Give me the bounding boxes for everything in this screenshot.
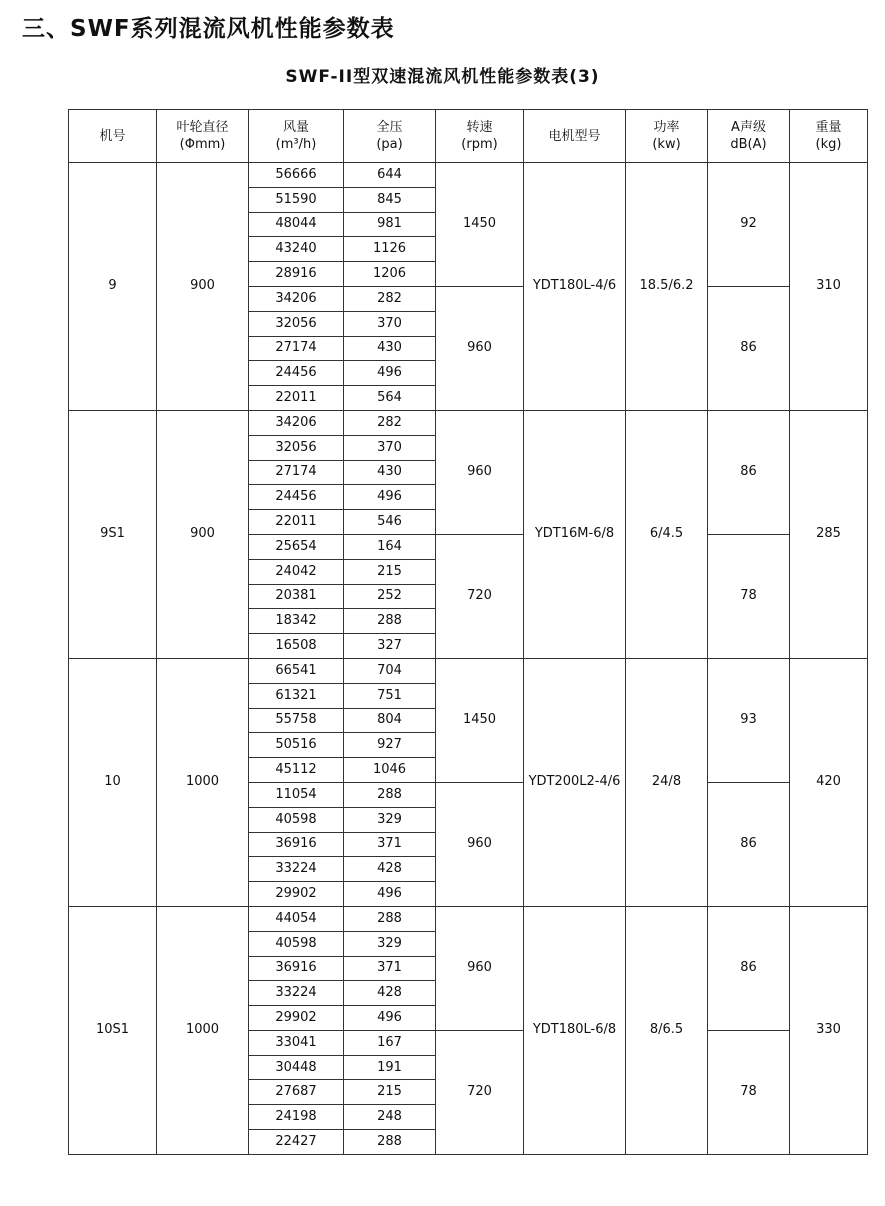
header-motor: 电机型号 bbox=[524, 110, 626, 163]
table-row bbox=[69, 658, 868, 683]
speed-cell: 1450 bbox=[436, 163, 524, 287]
weight-cell: 285 bbox=[790, 410, 868, 658]
pressure-cell: 167 bbox=[344, 1030, 436, 1055]
airflow-cell: 18342 bbox=[249, 609, 344, 634]
airflow-cell: 45112 bbox=[249, 758, 344, 783]
section-title: 三、SWF系列混流风机性能参数表 bbox=[22, 16, 395, 42]
speed-cell: 960 bbox=[436, 410, 524, 534]
pressure-cell: 215 bbox=[344, 1080, 436, 1105]
airflow-cell: 51590 bbox=[249, 187, 344, 212]
airflow-cell: 27687 bbox=[249, 1080, 344, 1105]
pressure-cell: 546 bbox=[344, 510, 436, 535]
airflow-cell: 34206 bbox=[249, 410, 344, 435]
pressure-cell: 496 bbox=[344, 1006, 436, 1031]
pressure-cell: 496 bbox=[344, 882, 436, 907]
motor-cell: YDT180L-4/6 bbox=[524, 163, 626, 411]
airflow-cell: 28916 bbox=[249, 262, 344, 287]
airflow-cell: 16508 bbox=[249, 634, 344, 659]
pressure-cell: 1126 bbox=[344, 237, 436, 262]
motor-cell: YDT180L-6/8 bbox=[524, 906, 626, 1154]
pressure-cell: 370 bbox=[344, 435, 436, 460]
header-model: 机号 bbox=[69, 110, 157, 163]
airflow-cell: 27174 bbox=[249, 460, 344, 485]
impeller-cell: 900 bbox=[157, 163, 249, 411]
airflow-cell: 44054 bbox=[249, 906, 344, 931]
table-row bbox=[69, 163, 868, 188]
pressure-cell: 327 bbox=[344, 634, 436, 659]
pressure-cell: 430 bbox=[344, 336, 436, 361]
weight-cell: 330 bbox=[790, 906, 868, 1154]
power-cell: 6/4.5 bbox=[626, 410, 708, 658]
noise-cell: 86 bbox=[708, 410, 790, 534]
model-cell: 10 bbox=[69, 658, 157, 906]
pressure-cell: 751 bbox=[344, 683, 436, 708]
performance-table bbox=[68, 109, 868, 1155]
pressure-cell: 215 bbox=[344, 559, 436, 584]
model-cell: 9 bbox=[69, 163, 157, 411]
table-body bbox=[69, 163, 868, 1155]
pressure-cell: 430 bbox=[344, 460, 436, 485]
noise-cell: 92 bbox=[708, 163, 790, 287]
header-noise: A声级 dB(A) bbox=[708, 110, 790, 163]
power-cell: 18.5/6.2 bbox=[626, 163, 708, 411]
power-cell: 24/8 bbox=[626, 658, 708, 906]
model-cell: 9S1 bbox=[69, 410, 157, 658]
pressure-cell: 329 bbox=[344, 807, 436, 832]
pressure-cell: 1206 bbox=[344, 262, 436, 287]
pressure-cell: 252 bbox=[344, 584, 436, 609]
airflow-cell: 66541 bbox=[249, 658, 344, 683]
speed-cell: 960 bbox=[436, 906, 524, 1030]
pressure-cell: 288 bbox=[344, 1130, 436, 1155]
noise-cell: 93 bbox=[708, 658, 790, 782]
airflow-cell: 11054 bbox=[249, 782, 344, 807]
header-impeller: 叶轮直径 (Φmm) bbox=[157, 110, 249, 163]
pressure-cell: 164 bbox=[344, 534, 436, 559]
pressure-cell: 282 bbox=[344, 286, 436, 311]
airflow-cell: 43240 bbox=[249, 237, 344, 262]
header-weight: 重量 (kg) bbox=[790, 110, 868, 163]
airflow-cell: 27174 bbox=[249, 336, 344, 361]
pressure-cell: 1046 bbox=[344, 758, 436, 783]
airflow-cell: 22427 bbox=[249, 1130, 344, 1155]
airflow-cell: 20381 bbox=[249, 584, 344, 609]
airflow-cell: 24042 bbox=[249, 559, 344, 584]
airflow-cell: 24456 bbox=[249, 485, 344, 510]
pressure-cell: 804 bbox=[344, 708, 436, 733]
speed-cell: 960 bbox=[436, 782, 524, 906]
airflow-cell: 25654 bbox=[249, 534, 344, 559]
airflow-cell: 32056 bbox=[249, 311, 344, 336]
header-power: 功率 (kw) bbox=[626, 110, 708, 163]
airflow-cell: 22011 bbox=[249, 386, 344, 411]
noise-cell: 86 bbox=[708, 286, 790, 410]
airflow-cell: 55758 bbox=[249, 708, 344, 733]
header-pressure: 全压 (pa) bbox=[344, 110, 436, 163]
airflow-cell: 24456 bbox=[249, 361, 344, 386]
pressure-cell: 845 bbox=[344, 187, 436, 212]
pressure-cell: 927 bbox=[344, 733, 436, 758]
pressure-cell: 981 bbox=[344, 212, 436, 237]
airflow-cell: 22011 bbox=[249, 510, 344, 535]
pressure-cell: 288 bbox=[344, 906, 436, 931]
weight-cell: 310 bbox=[790, 163, 868, 411]
table-title: SWF-II型双速混流风机性能参数表(3) bbox=[285, 67, 600, 87]
airflow-cell: 33041 bbox=[249, 1030, 344, 1055]
airflow-cell: 40598 bbox=[249, 931, 344, 956]
airflow-cell: 36916 bbox=[249, 956, 344, 981]
header-row bbox=[69, 110, 868, 163]
airflow-cell: 30448 bbox=[249, 1055, 344, 1080]
pressure-cell: 371 bbox=[344, 956, 436, 981]
speed-cell: 720 bbox=[436, 534, 524, 658]
pressure-cell: 288 bbox=[344, 782, 436, 807]
airflow-cell: 29902 bbox=[249, 882, 344, 907]
pressure-cell: 428 bbox=[344, 857, 436, 882]
table-row bbox=[69, 410, 868, 435]
airflow-cell: 34206 bbox=[249, 286, 344, 311]
airflow-cell: 36916 bbox=[249, 832, 344, 857]
model-cell: 10S1 bbox=[69, 906, 157, 1154]
power-cell: 8/6.5 bbox=[626, 906, 708, 1154]
speed-cell: 1450 bbox=[436, 658, 524, 782]
pressure-cell: 704 bbox=[344, 658, 436, 683]
airflow-cell: 24198 bbox=[249, 1105, 344, 1130]
pressure-cell: 282 bbox=[344, 410, 436, 435]
motor-cell: YDT16M-6/8 bbox=[524, 410, 626, 658]
noise-cell: 86 bbox=[708, 782, 790, 906]
pressure-cell: 564 bbox=[344, 386, 436, 411]
pressure-cell: 288 bbox=[344, 609, 436, 634]
airflow-cell: 40598 bbox=[249, 807, 344, 832]
pressure-cell: 191 bbox=[344, 1055, 436, 1080]
airflow-cell: 61321 bbox=[249, 683, 344, 708]
motor-cell: YDT200L2-4/6 bbox=[524, 658, 626, 906]
airflow-cell: 48044 bbox=[249, 212, 344, 237]
table-row bbox=[69, 906, 868, 931]
noise-cell: 86 bbox=[708, 906, 790, 1030]
speed-cell: 720 bbox=[436, 1030, 524, 1154]
noise-cell: 78 bbox=[708, 1030, 790, 1154]
noise-cell: 78 bbox=[708, 534, 790, 658]
speed-cell: 960 bbox=[436, 286, 524, 410]
pressure-cell: 371 bbox=[344, 832, 436, 857]
pressure-cell: 428 bbox=[344, 981, 436, 1006]
pressure-cell: 370 bbox=[344, 311, 436, 336]
header-speed: 转速 (rpm) bbox=[436, 110, 524, 163]
impeller-cell: 1000 bbox=[157, 906, 249, 1154]
impeller-cell: 900 bbox=[157, 410, 249, 658]
airflow-cell: 29902 bbox=[249, 1006, 344, 1031]
airflow-cell: 50516 bbox=[249, 733, 344, 758]
airflow-cell: 33224 bbox=[249, 981, 344, 1006]
airflow-cell: 33224 bbox=[249, 857, 344, 882]
impeller-cell: 1000 bbox=[157, 658, 249, 906]
pressure-cell: 248 bbox=[344, 1105, 436, 1130]
pressure-cell: 644 bbox=[344, 163, 436, 188]
weight-cell: 420 bbox=[790, 658, 868, 906]
airflow-cell: 32056 bbox=[249, 435, 344, 460]
pressure-cell: 496 bbox=[344, 485, 436, 510]
airflow-cell: 56666 bbox=[249, 163, 344, 188]
header-airflow: 风量 (m³/h) bbox=[249, 110, 344, 163]
pressure-cell: 329 bbox=[344, 931, 436, 956]
pressure-cell: 496 bbox=[344, 361, 436, 386]
